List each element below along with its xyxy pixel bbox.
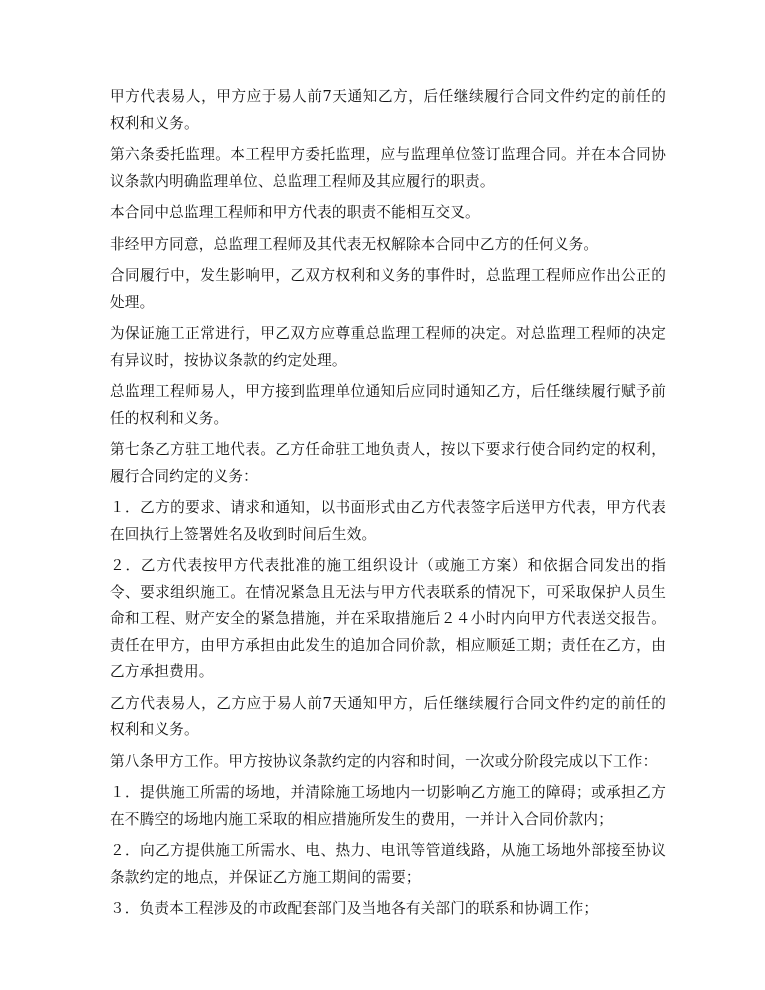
paragraph-engineer-replacement: 总监理工程师易人，甲方接到监理单位通知后应同时通知乙方，后任继续履行赋予前任的权利和义务。 [110, 383, 666, 427]
paragraph-predecessor-rights: 甲方代表易人，甲方应于易人前7天通知乙方，后任继续履行合同文件约定的前任的权利和义务。 [110, 88, 666, 132]
paragraph-item-1-site: １．提供施工所需的场地，并清除施工场地内一切影响乙方施工的障碍；或承担乙方在不腾空的场地内施工采取的相应措施所发生的费用，一并计入合同价款内； [110, 784, 666, 828]
paragraph-article-8-owner-work: 第八条甲方工作。甲方按协议条款约定的内容和时间，一次或分阶段完成以下工作： [110, 752, 658, 770]
paragraph-item-1-requests: １．乙方的要求、请求和通知，以书面形式由乙方代表签字后送甲方代表，甲方代表在回执行上签署姓名及收到时间后生效。 [110, 499, 666, 543]
paragraph-item-2-construction: ２．乙方代表按甲方代表批准的施工组织设计（或施工方案）和依据合同发出的指令、要求组织施工。在情况紧急且无法与甲方代表联系的情况下，可采取保护人员生命和工程、财产安全的紧急措施，并在采取措施后２４小时内向甲方代表送交报告。责任在甲方，由甲方承担由此发生的追加合同价款，相应顺延工期；责任在乙方，由乙方承担费用。 [110, 557, 666, 680]
paragraph-contractor-rep-replacement: 乙方代表易人，乙方应于易人前7天通知甲方，后任继续履行合同文件约定的前任的权利和义务。 [110, 694, 666, 738]
paragraph-duties-not-overlap: 本合同中总监理工程师和甲方代表的职责不能相互交叉。 [110, 204, 480, 221]
document-body [110, 84, 666, 928]
paragraph-item-2-utilities: ２．向乙方提供施工所需水、电、热力、电讯等管道线路，从施工场地外部接至协议条款约定的地点，并保证乙方施工期间的需要； [110, 842, 666, 886]
paragraph-article-6-supervision: 第六条委托监理。本工程甲方委托监理，应与监理单位签订监理合同。并在本合同协议条款内明确监理单位、总监理工程师及其应履行的职责。 [110, 146, 666, 190]
paragraph-fair-handling: 合同履行中，发生影响甲，乙双方权利和义务的事件时，总监理工程师应作出公正的处理。 [110, 267, 666, 311]
paragraph-article-7-site-rep: 第七条乙方驻工地代表。乙方任命驻工地负责人，按以下要求行使合同约定的权利，履行合同约定的义务： [110, 441, 666, 485]
paragraph-item-3-coordination: ３．负责本工程涉及的市政配套部门及当地各有关部门的联系和协调工作； [110, 900, 599, 917]
paragraph-respect-decision: 为保证施工正常进行，甲乙双方应尊重总监理工程师的决定。对总监理工程师的决定有异议时，按协议条款的约定处理。 [110, 325, 666, 369]
paragraph-no-release-obligation: 非经甲方同意，总监理工程师及其代表无权解除本合同中乙方的任何义务。 [110, 235, 599, 253]
